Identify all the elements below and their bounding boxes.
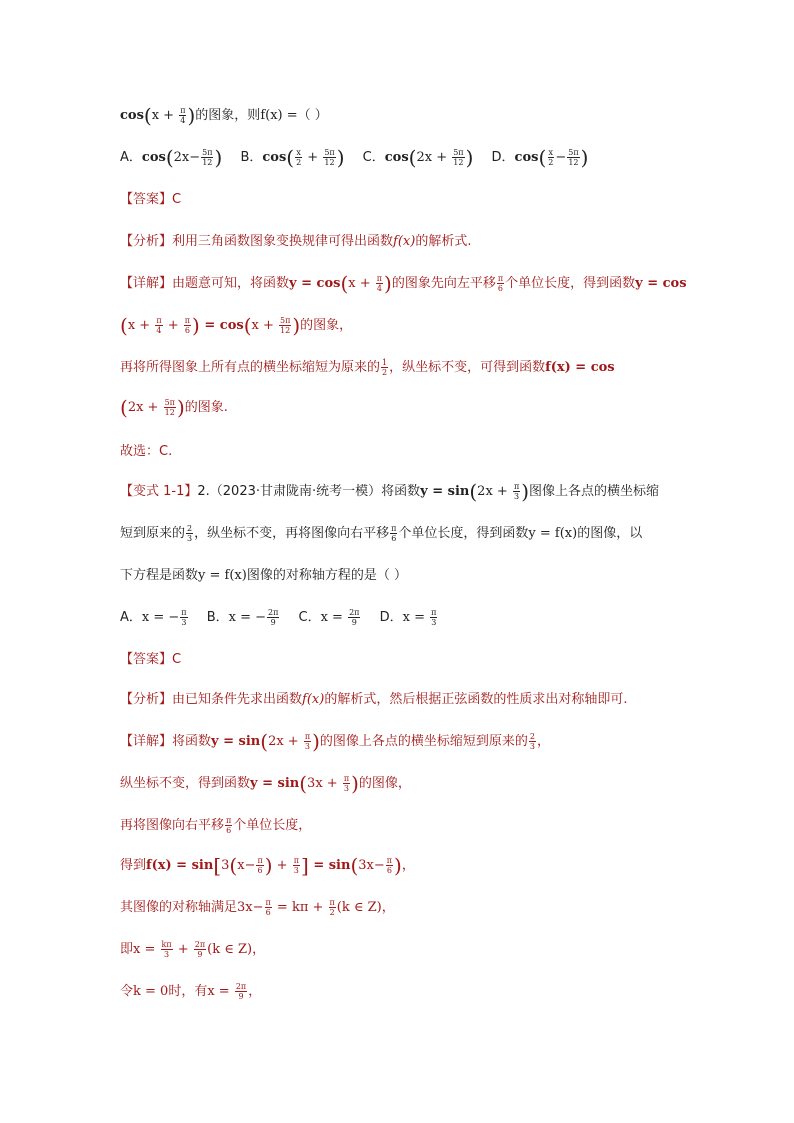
fraction-num: π [181, 608, 187, 617]
fraction-den: 6 [391, 534, 397, 543]
fraction-den: 12 [324, 158, 335, 167]
fraction-num: π [431, 608, 437, 617]
detail-1-line-2: (x + $\frac{\pi}{4}$ + $\frac{\pi}{6}$ ) = cos(x + $\frac{5\pi}{12}$ )的图象， [120, 313, 353, 338]
fraction-den: 12 [453, 158, 464, 167]
detail-text: 由题意可知，将函数 [172, 276, 290, 291]
math-expr: y = f(x) [198, 568, 247, 583]
detail-text: 个单位长度， [233, 818, 312, 833]
answer-2 [120, 650, 181, 670]
option-label: B． [206, 610, 229, 625]
detail-text: 个单位长度，得到函数 [505, 276, 636, 291]
fraction-num: 2π [349, 608, 360, 617]
fraction-num: 1 [382, 358, 388, 367]
math-expr: f(x) = cos [545, 360, 615, 375]
fraction-num: 2 [529, 732, 536, 741]
variant-text: 图像上各点的横坐标缩 [529, 484, 660, 499]
option-b[interactable]: B．x = − $\frac{2\pi}{9}$ [206, 608, 279, 627]
detail-text: ， [252, 942, 266, 957]
analysis-text: 由已知条件先求出函数 [172, 692, 303, 707]
math-expr: y = cos [635, 276, 687, 291]
option-a[interactable]: A．cos(2x− $\frac{5\pi}{12}$ ) [120, 145, 223, 170]
fx-symbol: f(x) [393, 234, 416, 249]
fraction-num: π [386, 856, 393, 865]
math-expr: y = sin [250, 776, 300, 791]
option-d[interactable]: D．x = $\frac{\pi}{3}$ [379, 608, 437, 627]
detail-text: 得到 [120, 858, 147, 873]
analysis-text: 的解析式，然后根据正弦函数的性质求出对称轴即可. [324, 692, 628, 707]
fraction-num: π [265, 898, 271, 907]
fraction-den: 4 [180, 116, 186, 125]
variant-text: 个单位长度，得到函数 [398, 526, 529, 541]
math-expr: 3x− [237, 900, 264, 915]
fraction-num: π [497, 274, 504, 283]
fraction-num: 2π [235, 982, 247, 991]
fraction-den: 12 [280, 326, 291, 335]
math-expr: x + [251, 318, 278, 333]
fraction-den: 2 [382, 368, 388, 377]
fraction-num: π [156, 316, 162, 325]
fraction-den: 6 [265, 908, 271, 917]
math-expr: x + [127, 318, 155, 333]
fraction-den: 3 [343, 784, 349, 793]
fraction-den: 9 [238, 992, 244, 1001]
fraction-num: π [343, 774, 350, 783]
math-expr: x + [348, 276, 375, 291]
option-b[interactable]: B．cos( $\frac{x}{2}$ + $\frac{5\pi}{12}$ ) [240, 145, 345, 170]
math-expr: x = [133, 942, 160, 957]
math-expr: f(x) = sin [146, 858, 214, 873]
fraction-den: 4 [376, 284, 382, 293]
answer-tag: 【答案】 [120, 652, 173, 667]
fraction-den: 12 [164, 408, 175, 417]
detail-1-line-4: (2x + $\frac{5\pi}{12}$ )的图象. [120, 395, 228, 420]
analysis-text: 的解析式. [415, 234, 472, 249]
detail-2-line-4: 得到f(x) = sin[3(x− $\frac{\pi}{6}$ ) + $\frac{\pi}{3}$ ] = sin(3x− $\frac{\pi}{6}$ )， [120, 853, 415, 878]
fraction-num: 5π [568, 148, 579, 157]
answer-1 [120, 190, 181, 210]
option-d[interactable]: D．cos( $\frac{x}{2}$ − $\frac{5\pi}{12}$ ) [491, 145, 589, 170]
variant-text: 下方程是函数 [120, 568, 199, 583]
math-expr: + [163, 318, 183, 333]
fraction-den: 3 [181, 618, 187, 627]
fx-symbol: f(x) [302, 692, 325, 707]
stem-blank: （ ） [297, 108, 328, 123]
fraction-num: π [513, 482, 520, 491]
fraction-den: 9 [197, 950, 203, 959]
detail-text: 的图象. [184, 400, 228, 415]
fraction-num: x [548, 148, 554, 157]
option-label: D． [491, 150, 515, 165]
math-expr: + [173, 942, 193, 957]
fraction-den: 3 [529, 742, 536, 751]
fraction-num: π [184, 316, 191, 325]
analysis-tag: 【分析】 [120, 234, 173, 249]
analysis-1 [120, 232, 471, 252]
fraction-num: π [180, 106, 186, 115]
detail-1-choose [120, 442, 172, 462]
fraction-den: 2 [548, 158, 554, 167]
math-expr: x = [207, 984, 234, 999]
option-a[interactable]: A．x = − $\frac{\pi}{3}$ [120, 608, 187, 627]
variant-tag: 【变式 1-1】 [120, 484, 198, 499]
variant-text: 短到原来的 [120, 526, 186, 541]
math-expr: 2x + [268, 734, 303, 749]
detail-2-line-3 [120, 816, 311, 836]
answer-tag: 【答案】 [120, 192, 173, 207]
math-expr: 3x + [307, 776, 342, 791]
question-stem-tail [120, 103, 328, 128]
fraction-num: π [329, 898, 335, 907]
fraction-den: 6 [184, 326, 190, 335]
detail-2-line-2: 纵坐标不变，得到函数y = sin(3x + $\frac{\pi}{3}$ )的图像， [120, 771, 411, 796]
fraction-num: 5π [164, 398, 175, 407]
detail-1-line-1: 【详解】由题意可知，将函数y = cos(x + $\frac{\pi}{4}$ )的图象先向左平移 $\frac{\pi}{6}$ 个单位长度，得到函数y = cos [120, 271, 687, 296]
fraction-den: 3 [514, 492, 520, 501]
math-expr: = cos [199, 318, 244, 333]
detail-tag: 【详解】 [120, 276, 173, 291]
fraction-num: x [296, 148, 301, 157]
math-expr: k = 0 [133, 984, 169, 999]
detail-text: ，纵坐标不变，可得到函数 [389, 360, 546, 375]
detail-2-line-7 [120, 982, 261, 1002]
detail-text: 其图像的对称轴满足 [120, 900, 238, 915]
fraction-den: 6 [497, 284, 504, 293]
choose-text: 故选：C. [120, 444, 173, 459]
answer-value: C [172, 192, 182, 207]
detail-text: ， [401, 858, 415, 873]
option-label: C． [362, 150, 385, 165]
fraction-num: 5π [280, 316, 291, 325]
math-expr: = sin [308, 858, 351, 873]
detail-text: ， [537, 734, 551, 749]
fraction-den: 3 [187, 534, 193, 543]
math-expr: 3x− [358, 858, 385, 873]
options-q1 [120, 145, 602, 170]
math-expr: y = sin [211, 734, 261, 749]
variant-text: ，纵坐标不变，再将图像向右平移 [194, 526, 390, 541]
detail-text: 的图象， [300, 318, 353, 333]
fraction-den: 6 [386, 866, 392, 875]
fraction-den: 4 [156, 326, 162, 335]
fraction-den: 2 [296, 158, 302, 167]
fraction-num: π [376, 274, 383, 283]
fraction-num: kπ [161, 940, 172, 949]
math-expr: x− [237, 858, 256, 873]
math-expr: (k ∈ Z) [207, 942, 253, 957]
variant-text: 的图像，以 [577, 526, 643, 541]
fraction-num: 2π [268, 608, 279, 617]
fraction-num: 2π [194, 940, 206, 949]
math-expr: = kπ + [272, 900, 328, 915]
fraction-num: π [226, 816, 232, 825]
fraction-den: 3 [293, 866, 299, 875]
fraction-num: π [257, 856, 263, 865]
detail-text: 时，有 [168, 984, 208, 999]
analysis-tag: 【分析】 [120, 692, 173, 707]
math-expr: y = cos [289, 276, 341, 291]
fraction [179, 106, 186, 125]
detail-1-line-3 [120, 358, 615, 378]
option-label: D． [379, 610, 403, 625]
fraction-den: 12 [568, 158, 579, 167]
option-label: A． [120, 610, 142, 625]
detail-text: 的图像上各点的横坐标缩短到原来的 [319, 734, 528, 749]
fraction-den: 12 [202, 158, 213, 167]
variant-line-3 [120, 566, 407, 586]
detail-text: 令 [120, 984, 134, 999]
variant-line-1: 【变式 1-1】2.（2023·甘肃陇南·统考一模）将函数y = sin(2x + $\frac{\pi}{3}$ )图像上各点的横坐标缩 [120, 479, 660, 504]
math-expr: 2x + [127, 400, 163, 415]
detail-text: 纵坐标不变，得到函数 [120, 776, 251, 791]
fraction-num: 5π [202, 148, 213, 157]
fraction-den: 9 [351, 618, 357, 627]
fraction-num: π [293, 856, 299, 865]
math-expr: y = f(x) [528, 526, 578, 541]
detail-tag: 【详解】 [120, 734, 173, 749]
option-label: A． [120, 150, 142, 165]
detail-2-line-6 [120, 940, 265, 960]
detail-text: ， [381, 900, 395, 915]
detail-text: 将函数 [172, 734, 212, 749]
variant-text: 图像的对称轴方程的是（ ） [246, 568, 407, 583]
option-label: B． [240, 150, 263, 165]
fraction-num: π [391, 524, 397, 533]
expr-part: x + [151, 108, 179, 123]
detail-2-line-1: 【详解】将函数y = sin(2x + $\frac{\pi}{3}$ )的图像上各点的横坐标缩短到原来的 $\frac{2}{3}$ ， [120, 729, 551, 754]
math-expr: 2x + [477, 484, 512, 499]
answer-value: C [172, 652, 182, 667]
detail-2-line-5 [120, 898, 395, 918]
detail-text: 再将图像向右平移 [120, 818, 225, 833]
fraction-den: 2 [329, 908, 335, 917]
option-label: C． [298, 610, 321, 625]
fraction-den: 6 [257, 866, 263, 875]
detail-text: 再将所得图象上所有点的横坐标缩短为原来的 [120, 360, 381, 375]
detail-text: 的图像， [358, 776, 411, 791]
fraction-num: 5π [324, 148, 335, 157]
detail-text: ， [248, 984, 262, 999]
cos-func: cos [120, 108, 144, 123]
variant-text: 2.（2023·甘肃陇南·统考一模）将函数 [197, 484, 421, 499]
math-expr: (k ∈ Z) [336, 900, 382, 915]
fx-eq: f(x) = [260, 108, 298, 123]
paren-left: ( [143, 103, 152, 128]
option-c[interactable]: C．x = $\frac{2\pi}{9}$ [298, 608, 360, 627]
fraction-den: 3 [164, 950, 170, 959]
fraction-den: 3 [431, 618, 437, 627]
analysis-text: 利用三角函数图象变换规律可得出函数 [172, 234, 394, 249]
options-q2 [120, 608, 452, 628]
fraction-num: 2 [187, 524, 193, 533]
stem-text: 的图象，则 [195, 108, 261, 123]
math-expr: + [272, 858, 292, 873]
detail-text: 的图象先向左平移 [391, 276, 496, 291]
detail-text: 即 [120, 942, 134, 957]
fraction-den: 6 [226, 826, 232, 835]
analysis-2 [120, 690, 627, 710]
fraction-num: π [304, 732, 311, 741]
paren-right: ) [187, 103, 196, 128]
math-expr: y = sin [420, 484, 470, 499]
option-c[interactable]: C．cos(2x + $\frac{5\pi}{12}$ ) [362, 145, 474, 170]
variant-line-2 [120, 524, 642, 544]
fraction-num: 5π [453, 148, 464, 157]
fraction-den: 9 [270, 618, 276, 627]
math-expr: 3 [221, 858, 230, 873]
fraction-den: 3 [304, 742, 310, 751]
